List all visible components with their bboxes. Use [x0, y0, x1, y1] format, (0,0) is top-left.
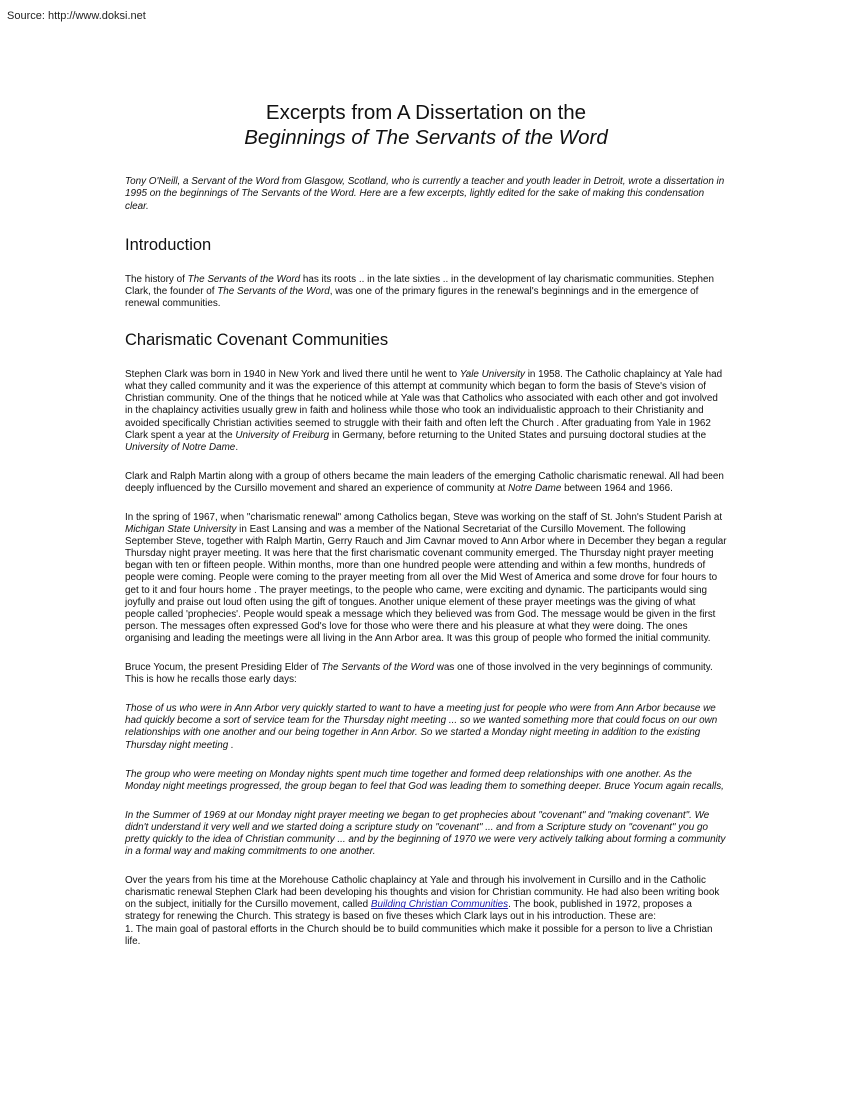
source-url: Source: http://www.doksi.net	[7, 10, 146, 22]
building-christian-communities-link[interactable]: Building Christian Communities	[370, 899, 509, 911]
paragraph-clark-martin: Clark and Ralph Martin along with a group of others became the main leaders of the emerging Catholic charismatic renewal. All had been deeply influenced by the Cursillo movement and shared an experience of community at Notre Dame between 1964 and 1966.	[125, 470, 724, 494]
paragraph-building-communities: Over the years from his time at the Morehouse Catholic chaplaincy at Yale and through his involvement in Cursillo and in the Catholic charismatic renewal Stephen Clark had been developing his thoughts and vision for Christian community. He had also been writing book on the subject, initially for the Cursillo movement, called Building Christian Communities. The book, published in 1972, proposes a strategy for renewing the Church. This strategy is based on five theses which Clark lays out in his introduction. These are:	[125, 875, 720, 923]
heading-charismatic-communities: Charismatic Covenant Communities	[125, 331, 389, 350]
paragraph-spring-1967: In the spring of 1967, when "charismatic renewal" among Catholics began, Steve was working on the staff of St. John's Student Parish at Michigan State University in East Lansing and was a member of the National Secretariat of the Cursillo Movement. The following September Steve, together with Ralph Martin, Gerry Rauch and Jim Cavnar moved to Ann Arbor where in December they began a regular Thursday night prayer meeting. It was here that the first charismatic covenant community emerged. The Thursday night prayer meeting began with ten or fifteen people. Within months, more than one hundred people were attending and within a few months, hundreds of people were coming. People were coming to the prayer meeting from all over the Mid West of America and some drove for four hours to get to it and four hours home . The prayer meetings, to the people who came, were exciting and dynamic. The participants would sing joyfully and praise out loud often using the gift of tongues. Another unique element of these prayer meetings was the giving of what people called 'prophecies'. People would speak a message which they believed was from God. The message would be given in the first person. The messages often expressed God's love for those who were there and his pleasure at what they were doing. The ones organising and leading the meetings were all living in the Ann Arbor area. It was this group of people who formed the initial community.	[125, 512, 727, 644]
lead-paragraph: Tony O'Neill, a Servant of the Word from Glasgow, Scotland, who is currently a teacher and youth leader in Detroit, wrote a dissertation in 1995 on the beginnings of The Servants of the Word. Here are a few excerpts, lightly edited for the sake of making this condensation clear.	[125, 176, 725, 212]
paragraph-bruce-yocum: Bruce Yocum, the present Presiding Elder of The Servants of the Word was one of those involved in the very beginnings of community. This is how he recalls those early days:	[125, 662, 713, 686]
document-body	[125, 100, 727, 948]
list-item-thesis-1: 1. The main goal of pastoral efforts in the Church should be to build communities which make it possible for a person to live a Christian life.	[125, 923, 713, 947]
quote-covenant: In the Summer of 1969 at our Monday night prayer meeting we began to get prophecies about "covenant" and "making covenant". We didn't understand it very well and we started doing a scripture study on "covenant" ... and from a Scripture study on "covenant" you go pretty quickly to the idea of Christian community ... and by the beginning of 1970 we were very actively talking about forming a community in a formal way and making commitments to one another.	[125, 809, 726, 858]
title-line-1: Excerpts from A Dissertation on the	[265, 101, 587, 124]
intro-paragraph: The history of The Servants of the Word has its roots .. in the late sixties .. in the development of lay charismatic communities. Stephen Clark, the founder of The Servants of the Word, was one of the primary figures in the renewal's beginnings and in the emergence of renewal communities.	[125, 273, 714, 310]
quote-deep-relationships: The group who were meeting on Monday nights spent much time together and formed deep relationships with one another. As the Monday night meetings progressed, the group began to feel that God was leading them to something deeper. Bruce Yocum again recalls,	[125, 768, 724, 792]
paragraph-stephen-clark: Stephen Clark was born in 1940 in New York and lived there until he went to Yale University in 1958. The Catholic chaplaincy at Yale had what they called community and it was the experience of this attempt at community which began to form the basis of Steve's vision of Christian community. One of the things that he noticed while at Yale was that Catholics who associated with each other and got involved in the chaplaincy activities usually grew in faith and holiness while those who took an individualistic approach to their Christianity and avoided specifically Christian activities seemed to struggle with their faith and often left the Church . After graduating from Yale in 1962 Clark spent a year at the University of Freiburg in Germany, before returning to the United States and pursuing doctoral studies at the University of Notre Dame.	[125, 369, 723, 453]
quote-monday-meeting: Those of us who were in Ann Arbor very quickly started to want to have a meeting just for people who were from Ann Arbor because we had quickly become a sort of service team for the Thursday night meeting ... so we wanted something more that could focus on our own relationships with one another and our being together in Ann Arbor. So we started a Monday night meeting in addition to the existing Thursday night meeting .	[125, 703, 718, 751]
title-line-2: Beginnings of The Servants of the Word	[244, 126, 608, 149]
heading-introduction: Introduction	[125, 235, 212, 254]
page-title	[125, 100, 727, 150]
